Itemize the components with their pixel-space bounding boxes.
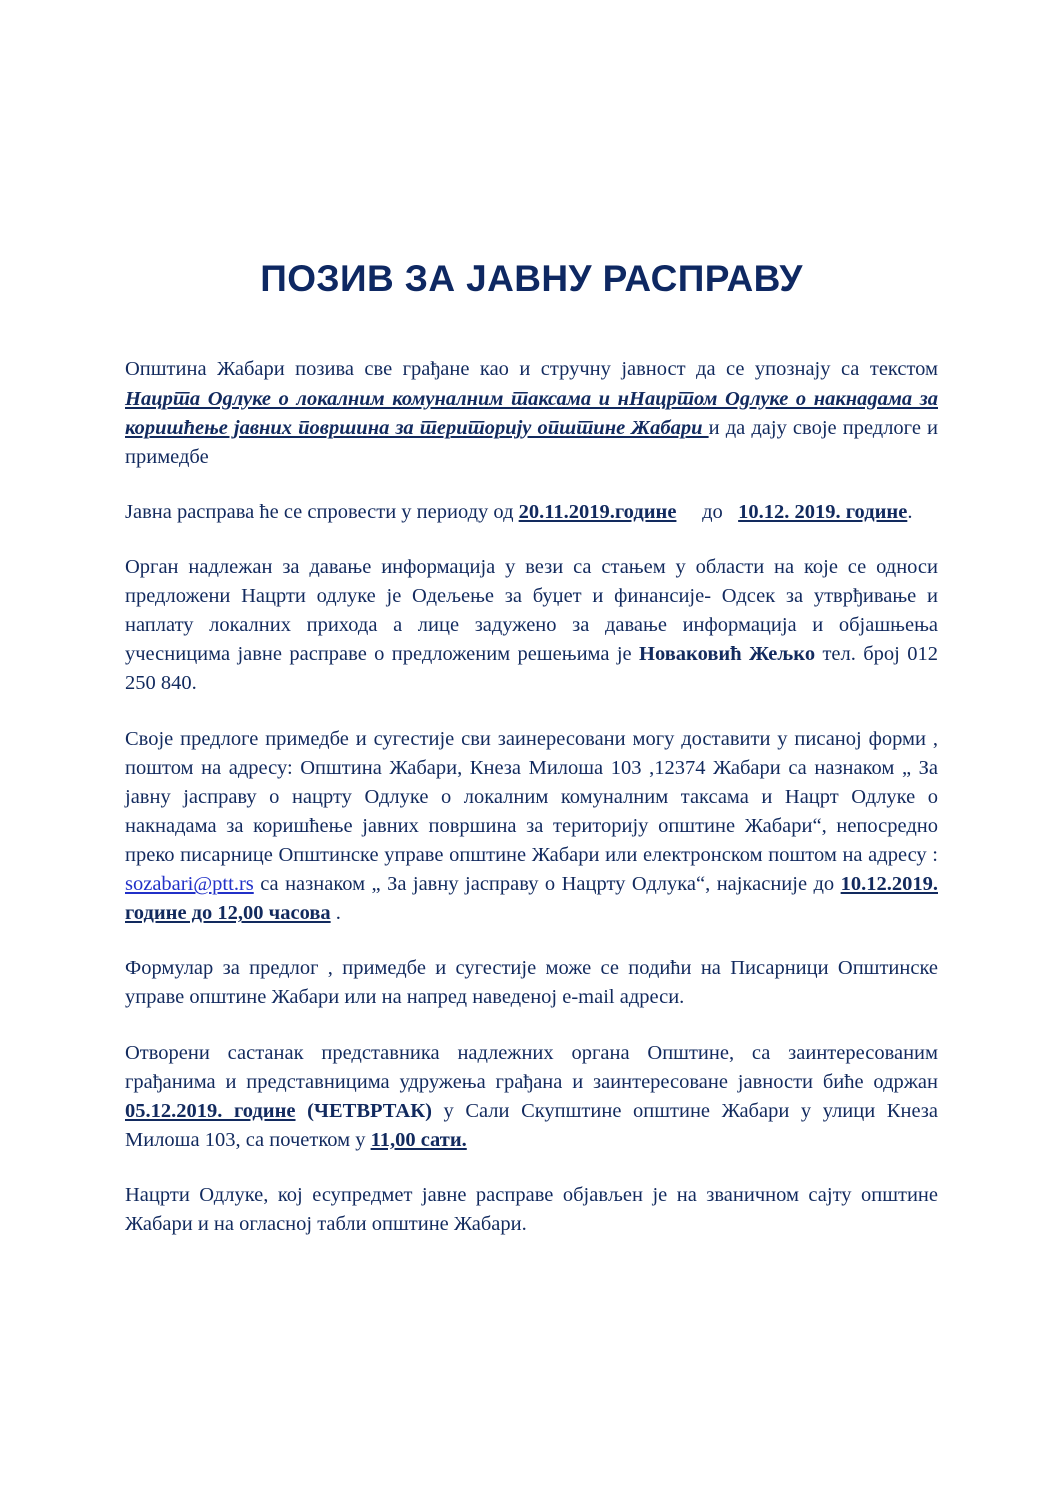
open-meeting-date: 05.12.2019. године <box>125 1099 296 1122</box>
public-debate-start-date: 20.11.2019.године <box>518 500 677 523</box>
p4-run-lead: Своје предлоге примедбе и сугестије сви заинересовани могу доставити у писаној форми , поштом на адресу: Општина Жабари, Кнеза Милоша 103 ,12374 Жабари са назнаком „ За јавну јасправу о нацрту Одлуке о локалним комуналним таксама и Нацрт Одлуке о накнадама за коришћење јавних површина за територију општине Жабари“, непосредно преко писарнице Општинске управе општине Жабари или електронском поштом на адресу : <box>125 727 938 866</box>
p7-run-text: Нацрти Одлуке, кој есупредмет јавне расправе објављен је на званичном сајту општине Жабари и на огласној табли општине Жабари. <box>125 1183 938 1236</box>
p2-run-lead: Јавна расправа ће се спровести у периоду од <box>125 500 519 523</box>
submission-deadline: 10.12.2019. године до 12,00 часова <box>125 873 938 925</box>
paragraph-publication-notice <box>125 1181 938 1239</box>
p1-draft-decisions-emphasis: Нацрта Одлуке о локалним комуналним таксама и нНацртом Одлуке о накнадама за коришћење јавних површина за територију општине Жабари <box>125 387 938 439</box>
p2-spacer-1 <box>676 501 702 523</box>
paragraph-submission-instructions <box>125 725 938 929</box>
open-meeting-weekday: (ЧЕТВРТАК) <box>307 1099 432 1122</box>
p1-run-lead: Општина Жабари позива све грађане као и стручну јавност да се упознају са текстом <box>125 358 938 381</box>
public-debate-end-date: 10.12. 2019. године <box>738 500 908 523</box>
paragraph-invitation <box>125 355 938 471</box>
p3-run-lead: Орган надлежан за давање информација у вези са стањем у области на које се односи предложени Нацрти одлуке је Одељење за буџет и финансије- Одсек за утврђивање и наплату локалних прихода а лице задужено за давање информација и објашњења учесницима јавне расправе о предложеним решењима је <box>125 555 938 666</box>
p4-run-tail: . <box>330 902 341 925</box>
document-body <box>125 258 938 1239</box>
p2-spacer-2 <box>723 501 738 523</box>
paragraph-period <box>125 498 938 527</box>
p6-run-lead: Отворени састанак представника надлежних органа Општине, са заинтересованим грађанима и представницима удружења грађана и заинтересоване јавности биће одржан <box>125 1041 938 1093</box>
p2-run-tail: . <box>907 500 913 523</box>
contact-person-name: Новаковић Жељко <box>639 643 816 666</box>
p3-run-phone: тел. број 012 250 840. <box>125 643 938 695</box>
paragraph-responsible-body <box>125 553 938 699</box>
p2-run-until: до <box>702 500 723 523</box>
paragraph-form-availability <box>125 954 938 1012</box>
paragraph-open-meeting <box>125 1039 938 1155</box>
open-meeting-time: 11,00 сати. <box>370 1128 467 1151</box>
p6-run-venue: у Сали Скупштине општине Жабари у улици Кнеза Милоша 103, са почетком у <box>125 1099 938 1151</box>
p4-run-mid: са назнаком „ За јавну јасправу о Нацрту Одлука“, најкасније до <box>253 873 841 896</box>
page-title: ПОЗИВ ЗА ЈАВНУ РАСПРАВУ <box>260 258 803 299</box>
p1-run-tail: и да дају своје предлоге и примедбе <box>125 416 939 468</box>
contact-email-link[interactable]: sozabari@ptt.rs <box>125 873 254 896</box>
p6-space <box>296 1100 308 1122</box>
p5-run-text: Формулар за предлог , примедбе и сугестије може се подићи на Писарници Општинске управе општине Жабари или на напред наведеној e-mail адреси. <box>125 957 938 1009</box>
